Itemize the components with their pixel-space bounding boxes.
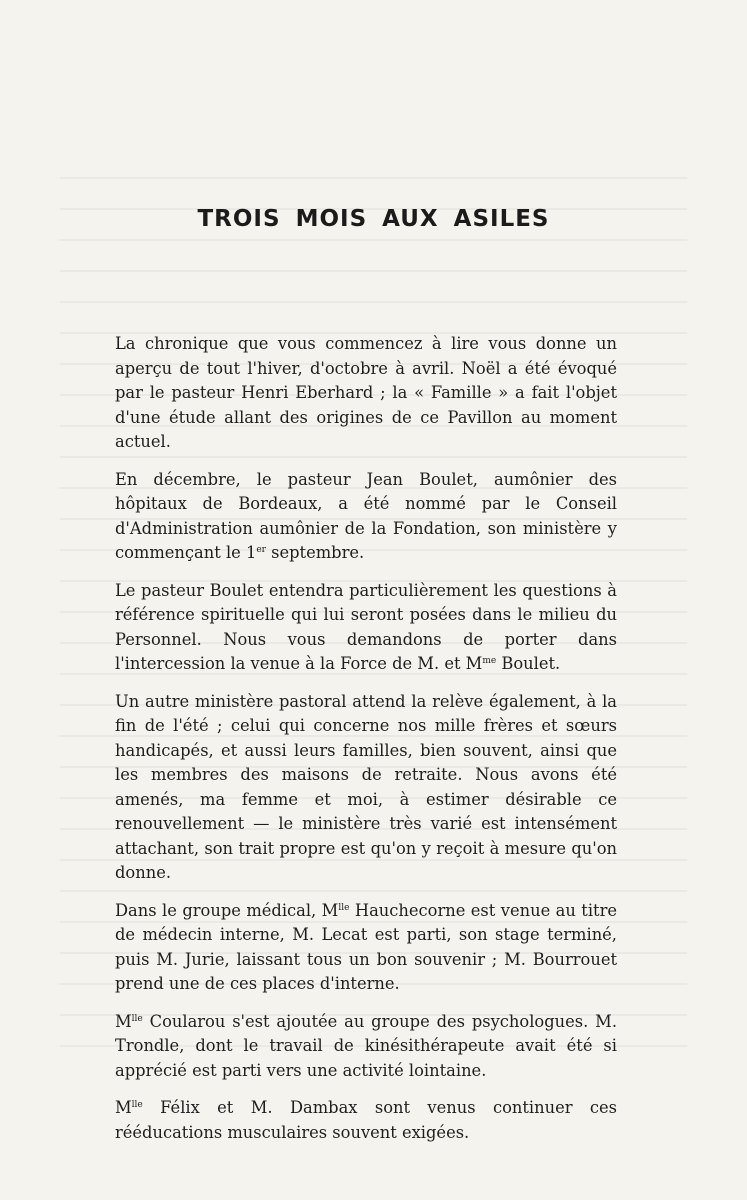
paragraph-1: La chronique que vous commencez à lire vous donne un aperçu de tout l'hiver, d'octobre à avril. Noël a été évoqué par le pasteur Henri Eberhard ; la « Famille » a fait l'objet d'une étude allant des origines de ce Pavillon au moment actuel.	[115, 334, 617, 451]
paragraph-2: En décembre, le pasteur Jean Boulet, aumônier des hôpitaux de Bordeaux, a été nommé par le Conseil d'Administration aumônier de la Fondation, son ministère y commençant le 1er septembre.	[115, 469, 617, 562]
paragraph-7: $M^{lle}$ Félix et M. Dambax sont venus continuer ces rééducations musculaires souvent exigées.	[115, 1098, 617, 1142]
paragraph-6: $M^{lle}$ Coularou s'est ajoutée au groupe des psychologues. M. Trondle, dont le travail de kinésithérapeute avait été si apprécié est parti vers une activité lointaine.	[115, 1011, 617, 1080]
paragraph-5: Dans le groupe médical, $M^{lle}$ Hauchecorne est venue au titre de médecin interne, M. Lecat est parti, son stage terminé, puis M. Jurie, laissant tous un bon souvenir ; M. Bourrouet prend une de ces places d'interne.	[115, 900, 617, 993]
paragraph-4: Un autre ministère pastoral attend la relève également, à la fin de l'été ; celui qui concerne nos mille frères et sœurs handicapés, et aussi leurs familles, bien souvent, ainsi que les membres des maisons de retraite. Nous avons été amenés, ma femme et moi, à estimer désirable ce renouvellement — le ministère très varié est intensément attachant, son trait propre est qu'on y reçoit à mesure qu'on donne.	[115, 691, 617, 882]
page-title: TROIS MOIS AUX ASILES	[197, 206, 550, 232]
article-body	[115, 332, 617, 1158]
paragraph-3: Le pasteur Boulet entendra particulièrement les questions à référence spirituelle qui lui seront posées dans le milieu du Personnel. Nous vous demandons de porter dans l'intercession la venue à la Force de M. et $M^{me}$ Boulet.	[115, 580, 617, 673]
